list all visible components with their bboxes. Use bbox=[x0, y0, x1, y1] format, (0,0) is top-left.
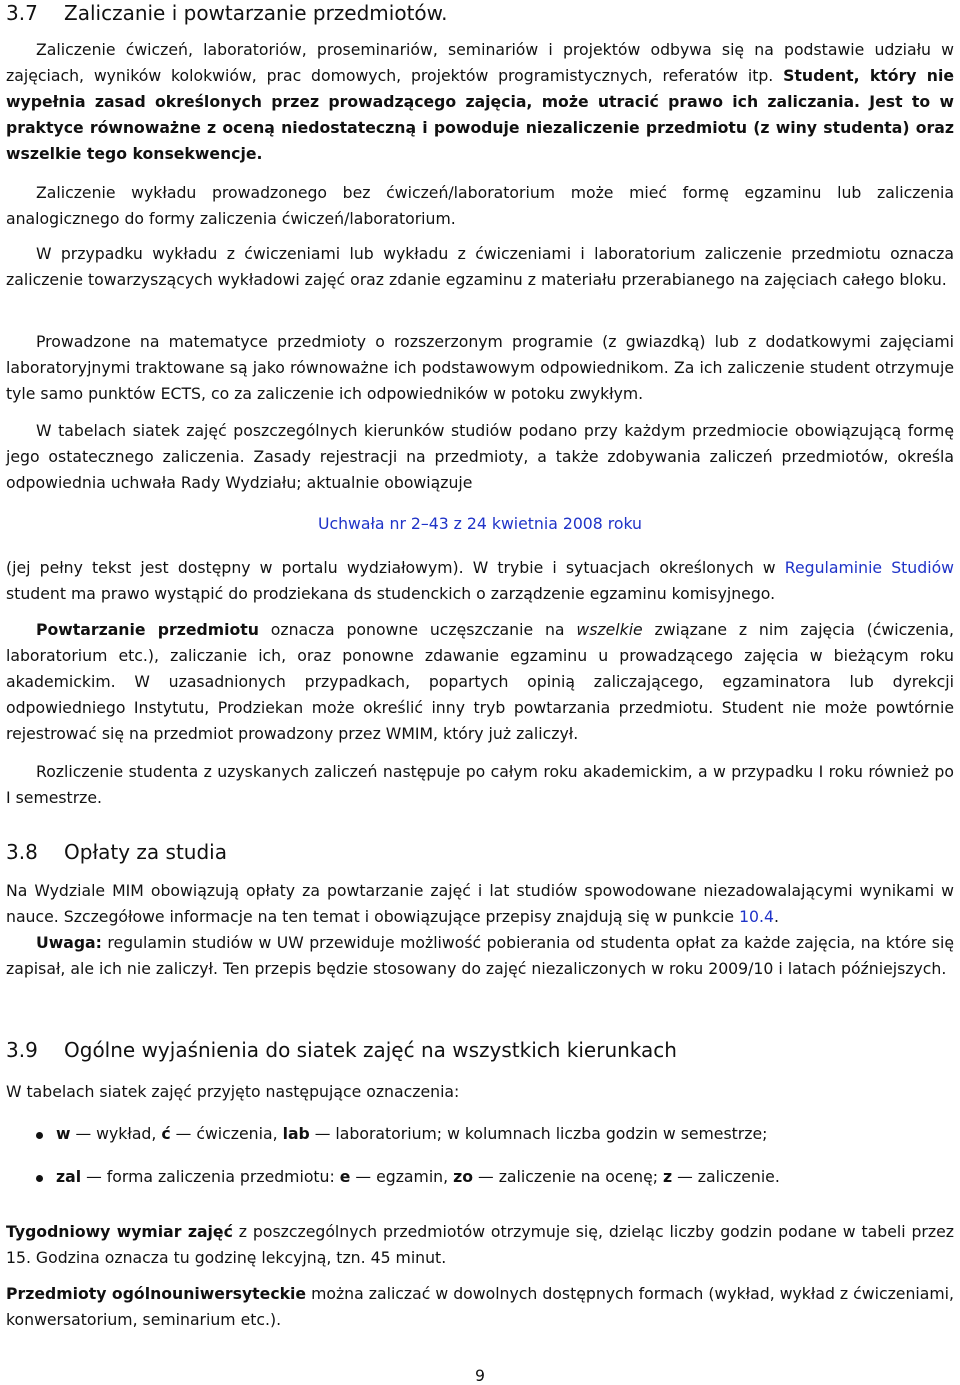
bold-text: lab bbox=[282, 1124, 310, 1143]
bold-text: ć bbox=[161, 1124, 171, 1143]
bold-text: e bbox=[339, 1167, 351, 1186]
bold-text: zo bbox=[453, 1167, 474, 1186]
text-span: związane z nim zajęcia (ćwiczenia, laboratorium etc.), zaliczanie ich, oraz ponowne zdawanie egzaminu u prowadzącego zajęcia w bieżącym roku akademickim. W uzasadnionych przypadkach, popartych opinią zaliczającego, egzaminatora lub dyrekcji odpowiedniego Instytutu, Prodziekan może określić inny tryb powtarzania przedmiotu. Student nie może powtórnie rejestrować się na przedmiot prowadzony przez WMIM, który już zaliczył. bbox=[6, 620, 954, 743]
text-span: oznacza ponowne uczęszczanie na bbox=[258, 620, 577, 639]
bold-text: zal bbox=[56, 1167, 82, 1186]
bullet-icon bbox=[36, 1175, 43, 1182]
section-title: Zaliczanie i powtarzanie przedmiotów. bbox=[64, 1, 448, 25]
text-span: . bbox=[774, 907, 779, 926]
notation-list bbox=[6, 1121, 954, 1190]
paragraph-fees bbox=[6, 878, 954, 930]
text-span: z poszczególnych przedmiotów otrzymuje się, dzieląc liczby godzin podane w tabeli przez 15. Godzina oznacza tu godzinę lekcyjną, tzn. 45 minut. bbox=[6, 1222, 955, 1267]
text-span: Na Wydziale MIM obowiązują opłaty za powtarzanie zajęć i lat studiów spowodowane niezadowalającymi wynikami w nauce. Szczegółowe informacje na ten temat i obowiązujące przepisy znajdują się w punkcie bbox=[6, 881, 954, 926]
resolution-link[interactable]: Uchwała nr 2–43 z 24 kwietnia 2008 roku bbox=[317, 514, 642, 533]
text-span: — ćwiczenia, bbox=[170, 1124, 283, 1143]
text-span: można zaliczać w dowolnych dostępnych formach (wykład, wykład z ćwiczeniami, konwersatorium, seminarium etc.). bbox=[6, 1284, 955, 1329]
section-number: 3.7 bbox=[6, 1, 38, 25]
text-span: — wykład, bbox=[70, 1124, 162, 1143]
section-number: 3.9 bbox=[6, 1038, 38, 1062]
text-span: — egzamin, bbox=[350, 1167, 454, 1186]
paragraph-lecture-completion: Zaliczenie wykładu prowadzonego bez ćwiczeń/laboratorium może mieć formę egzaminu lub zaliczenia analogicznego do formy zaliczenia ćwiczeń/laboratorium. bbox=[6, 183, 954, 228]
text-span: — forma zaliczenia przedmiotu: bbox=[81, 1167, 340, 1186]
paragraph-weekly-hours bbox=[6, 1219, 954, 1271]
section-heading-3-8 bbox=[6, 839, 227, 865]
paragraph-lecture-exercises: W przypadku wykładu z ćwiczeniami lub wykładu z ćwiczeniami i laboratorium zaliczenie przedmiotu oznacza zaliczenie towarzyszących wykładowi zajęć oraz zdanie egzaminu z materiału przerabianego na zajęciach całego bloku. bbox=[6, 244, 954, 289]
page-number: 9 bbox=[475, 1366, 485, 1385]
text-span: student ma prawo wystąpić do prodziekana ds studenckich o zarządzenie egzaminu komisyjnego. bbox=[6, 584, 776, 603]
section-10-4-link[interactable]: 10.4 bbox=[739, 907, 774, 926]
text-span: (jej pełny tekst jest dostępny w portalu wydziałowym). W trybie i sytuacjach określonych w bbox=[6, 558, 785, 577]
section-title: Opłaty za studia bbox=[64, 840, 227, 864]
paragraph-notation-intro: W tabelach siatek zajęć przyjęto następujące oznaczenia: bbox=[6, 1082, 460, 1101]
paragraph-tables-info: W tabelach siatek zajęć poszczególnych kierunków studiów podano przy każdym przedmiocie obowiązującą formę jego ostatecznego zaliczenia. Zasady rejestracji na przedmioty, a także zdobywania zaliczeń przedmiotów, określa odpowiednia uchwała Rady Wydziału; aktualnie obowiązuje bbox=[6, 421, 954, 492]
resolution-link-row bbox=[6, 511, 954, 537]
text-span: regulamin studiów w UW przewiduje możliwość pobierania od studenta opłat za każde zajęcia, na które się zapisał, ale ich nie zaliczył. Ten przepis będzie stosowany do zajęć niezaliczonych w roku 2009/10 i latach późniejszych. bbox=[6, 933, 954, 978]
paragraph-extended-programs: Prowadzone na matematyce przedmioty o rozszerzonym programie (z gwiazdką) lub z dodatkowymi zajęciami laboratoryjnymi traktowane są jako równoważne ich podstawowym odpowiednikom. Za ich zaliczenie student otrzymuje tyle samo punktów ECTS, co za zaliczenie ich odpowiedników w potoku zwykłym. bbox=[6, 332, 954, 403]
section-heading-3-7 bbox=[6, 0, 448, 26]
section-heading-3-9 bbox=[6, 1037, 677, 1063]
paragraph-repeating-course bbox=[6, 617, 954, 747]
bold-text: Uwaga: bbox=[36, 933, 102, 952]
paragraph-settlement: Rozliczenie studenta z uzyskanych zaliczeń następuje po całym roku akademickim, a w przypadku I roku również po I semestrze. bbox=[6, 762, 954, 807]
paragraph-completion-rules bbox=[6, 37, 954, 167]
bold-text: w bbox=[56, 1124, 71, 1143]
bold-text: Przedmioty ogólnouniwersyteckie bbox=[6, 1284, 307, 1303]
text-span: Zaliczenie ćwiczeń, laboratoriów, proseminariów, seminariów i projektów odbywa się na podstawie udziału w zajęciach, wyników kolokwiów, prac domowych, projektów programistycznych, referatów itp. bbox=[6, 40, 954, 85]
paragraph-general-courses bbox=[6, 1281, 954, 1333]
paragraph-note bbox=[6, 930, 954, 982]
bold-text: Tygodniowy wymiar zajęć bbox=[6, 1222, 233, 1241]
paragraph-regulations bbox=[6, 555, 954, 607]
bullet-icon bbox=[36, 1132, 43, 1139]
list-item bbox=[6, 1121, 954, 1147]
list-item bbox=[6, 1164, 954, 1190]
section-title: Ogólne wyjaśnienia do siatek zajęć na wszystkich kierunkach bbox=[64, 1038, 677, 1062]
text-span: — zaliczenie na ocenę; bbox=[473, 1167, 663, 1186]
bold-text: z bbox=[663, 1167, 673, 1186]
section-number: 3.8 bbox=[6, 840, 38, 864]
italic-text: wszelkie bbox=[576, 620, 643, 639]
text-span: — laboratorium; w kolumnach liczba godzin w semestrze; bbox=[309, 1124, 768, 1143]
text-span: — zaliczenie. bbox=[672, 1167, 780, 1186]
regulations-link[interactable]: Regulaminie Studiów bbox=[784, 558, 954, 577]
bold-text: Powtarzanie przedmiotu bbox=[36, 620, 259, 639]
bold-text: Student, który nie wypełnia zasad określonych przez prowadzącego zajęcia, może utracić prawo ich zaliczania. Jest to w praktyce równoważne z oceną niedostateczną i powoduje niezaliczenie przedmiotu (z winy studenta) oraz wszelkie tego konsekwencje. bbox=[6, 66, 954, 163]
